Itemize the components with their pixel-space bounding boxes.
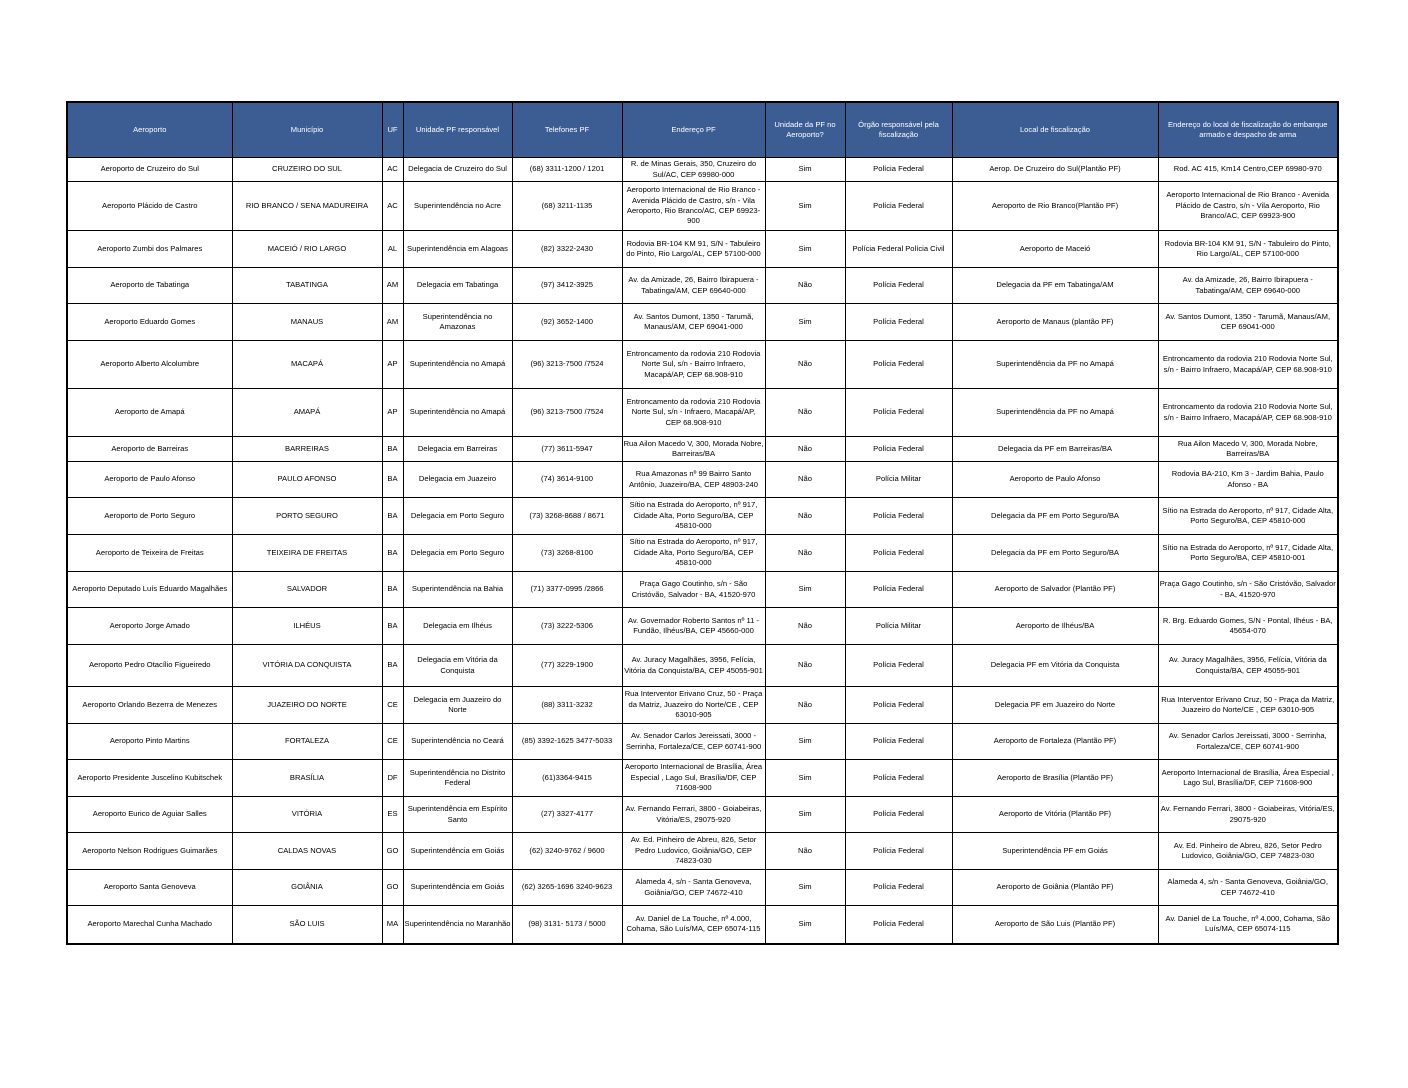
cell-telefones: (96) 3213-7500 /7524: [512, 389, 622, 437]
cell-telefones: (74) 3614-9100: [512, 462, 622, 498]
cell-endereco-local: Aeroporto Internacional de Brasília, Área Especial , Lago Sul, Brasília/DF, CEP 71608-900: [1158, 760, 1338, 797]
cell-local: Aeroporto de Goiânia (Plantão PF): [952, 870, 1158, 906]
cell-telefones: (68) 3211-1135: [512, 182, 622, 231]
cell-municipio: GOIÂNIA: [232, 870, 382, 906]
cell-local: Aeroporto de Vitória (Plantão PF): [952, 797, 1158, 833]
cell-local: Aeroporto de Rio Branco(Plantão PF): [952, 182, 1158, 231]
table-row: [67, 645, 1338, 687]
header-unidade: Unidade PF responsável: [403, 102, 512, 158]
cell-municipio: BARREIRAS: [232, 437, 382, 462]
cell-unidade-aeroporto: Sim: [765, 760, 845, 797]
cell-endereco-local: Rua Interventor Erivano Cruz, 50 - Praça da Matriz, Juazeiro do Norte/CE , CEP 63010-905: [1158, 687, 1338, 724]
cell-telefones: (62) 3240-9762 / 9600: [512, 833, 622, 870]
cell-municipio: MACEIÓ / RIO LARGO: [232, 231, 382, 268]
cell-local: Superintendência PF em Goiás: [952, 833, 1158, 870]
cell-unidade-aeroporto: Sim: [765, 158, 845, 182]
cell-orgao: Polícia Federal: [845, 906, 952, 944]
cell-aeroporto: Aeroporto Marechal Cunha Machado: [67, 906, 232, 944]
cell-orgao: Polícia Federal: [845, 437, 952, 462]
cell-uf: BA: [382, 462, 403, 498]
cell-uf: MA: [382, 906, 403, 944]
cell-local: Aeroporto de Maceió: [952, 231, 1158, 268]
cell-unidade: Delegacia de Cruzeiro do Sul: [403, 158, 512, 182]
cell-orgao: Polícia Federal: [845, 498, 952, 535]
cell-unidade: Delegacia em Juazeiro do Norte: [403, 687, 512, 724]
cell-orgao: Polícia Federal: [845, 535, 952, 572]
cell-unidade: Delegacia em Ilhéus: [403, 608, 512, 645]
cell-orgao: Polícia Federal: [845, 870, 952, 906]
cell-telefones: (27) 3327-4177: [512, 797, 622, 833]
cell-unidade-aeroporto: Não: [765, 462, 845, 498]
cell-unidade: Delegacia em Tabatinga: [403, 268, 512, 304]
table-header-row: [67, 102, 1338, 158]
cell-unidade: Superintendência no Acre: [403, 182, 512, 231]
cell-local: Delegacia da PF em Porto Seguro/BA: [952, 535, 1158, 572]
cell-municipio: VITÓRIA: [232, 797, 382, 833]
cell-aeroporto: Aeroporto de Paulo Afonso: [67, 462, 232, 498]
cell-local: Superintendência da PF no Amapá: [952, 341, 1158, 389]
cell-unidade: Superintendência em Goiás: [403, 833, 512, 870]
cell-unidade: Delegacia em Juazeiro: [403, 462, 512, 498]
cell-endereco: Rua Interventor Erivano Cruz, 50 - Praça da Matriz, Juazeiro do Norte/CE , CEP 63010-905: [622, 687, 765, 724]
cell-endereco: Alameda 4, s/n - Santa Genoveva, Goiânia/GO, CEP 74672-410: [622, 870, 765, 906]
table-row: [67, 833, 1338, 870]
cell-uf: AC: [382, 158, 403, 182]
cell-endereco: Rua Amazonas nº 99 Bairro Santo Antônio, Juazeiro/BA, CEP 48903-240: [622, 462, 765, 498]
cell-unidade-aeroporto: Não: [765, 437, 845, 462]
cell-local: Delegacia PF em Juazeiro do Norte: [952, 687, 1158, 724]
cell-endereco: Aeroporto Internacional de Brasília, Área Especial , Lago Sul, Brasília/DF, CEP 71608-900: [622, 760, 765, 797]
cell-endereco: Sítio na Estrada do Aeroporto, nº 917, Cidade Alta, Porto Seguro/BA, CEP 45810-000: [622, 498, 765, 535]
cell-unidade-aeroporto: Não: [765, 645, 845, 687]
cell-aeroporto: Aeroporto Jorge Amado: [67, 608, 232, 645]
header-endereco: Endereço PF: [622, 102, 765, 158]
cell-uf: GO: [382, 833, 403, 870]
cell-municipio: VITÓRIA DA CONQUISTA: [232, 645, 382, 687]
cell-orgao: Polícia Federal: [845, 645, 952, 687]
cell-unidade-aeroporto: Não: [765, 833, 845, 870]
cell-endereco-local: R. Brg. Eduardo Gomes, S/N - Pontal, Ilhéus - BA, 45654-070: [1158, 608, 1338, 645]
cell-endereco-local: Praça Gago Coutinho, s/n - São Cristóvão, Salvador - BA, 41520-970: [1158, 572, 1338, 608]
cell-endereco: Av. Senador Carlos Jereissati, 3000 - Serrinha, Fortaleza/CE, CEP 60741-900: [622, 724, 765, 760]
cell-unidade: Superintendência em Espírito Santo: [403, 797, 512, 833]
cell-endereco: Sítio na Estrada do Aeroporto, nº 917, Cidade Alta, Porto Seguro/BA, CEP 45810-000: [622, 535, 765, 572]
cell-unidade: Delegacia em Porto Seguro: [403, 498, 512, 535]
cell-telefones: (73) 3268-8100: [512, 535, 622, 572]
cell-telefones: (85) 3392-1625 3477-5033: [512, 724, 622, 760]
cell-aeroporto: Aeroporto Orlando Bezerra de Menezes: [67, 687, 232, 724]
cell-aeroporto: Aeroporto Nelson Rodrigues Guimarães: [67, 833, 232, 870]
cell-unidade: Superintendência no Ceará: [403, 724, 512, 760]
table-row: [67, 231, 1338, 268]
table-row: [67, 182, 1338, 231]
cell-orgao: Polícia Federal: [845, 833, 952, 870]
cell-telefones: (73) 3222-5306: [512, 608, 622, 645]
cell-endereco: Rodovia BR-104 KM 91, S/N - Tabuleiro do Pinto, Rio Largo/AL, CEP 57100-000: [622, 231, 765, 268]
cell-aeroporto: Aeroporto Pinto Martins: [67, 724, 232, 760]
cell-endereco-local: Av. Fernando Ferrari, 3800 - Goiabeiras, Vitória/ES, 29075-920: [1158, 797, 1338, 833]
cell-aeroporto: Aeroporto de Teixeira de Freitas: [67, 535, 232, 572]
cell-uf: BA: [382, 437, 403, 462]
cell-unidade: Superintendência no Distrito Federal: [403, 760, 512, 797]
cell-aeroporto: Aeroporto Eduardo Gomes: [67, 304, 232, 341]
cell-endereco-local: Av. Senador Carlos Jereissati, 3000 - Serrinha, Fortaleza/CE, CEP 60741-900: [1158, 724, 1338, 760]
cell-municipio: MACAPÁ: [232, 341, 382, 389]
cell-endereco: Av. Fernando Ferrari, 3800 - Goiabeiras, Vitória/ES, 29075-920: [622, 797, 765, 833]
header-orgao: Órgão responsável pela fiscalização: [845, 102, 952, 158]
cell-municipio: FORTALEZA: [232, 724, 382, 760]
table-body: [67, 158, 1338, 944]
cell-endereco-local: Sítio na Estrada do Aeroporto, nº 917, Cidade Alta, Porto Seguro/BA, CEP 45810-001: [1158, 535, 1338, 572]
cell-endereco-local: Av. Ed. Pinheiro de Abreu, 826, Setor Pedro Ludovico, Goiânia/GO, CEP 74823-030: [1158, 833, 1338, 870]
cell-local: Delegacia da PF em Tabatinga/AM: [952, 268, 1158, 304]
cell-municipio: ILHÉUS: [232, 608, 382, 645]
table-row: [67, 608, 1338, 645]
cell-orgao: Polícia Federal: [845, 341, 952, 389]
cell-telefones: (82) 3322-2430: [512, 231, 622, 268]
cell-uf: AC: [382, 182, 403, 231]
cell-local: Aeroporto de Ilhéus/BA: [952, 608, 1158, 645]
cell-aeroporto: Aeroporto Zumbi dos Palmares: [67, 231, 232, 268]
cell-unidade: Delegacia em Vitória da Conquista: [403, 645, 512, 687]
header-unidade-aeroporto: Unidade da PF no Aeroporto?: [765, 102, 845, 158]
cell-telefones: (73) 3268-8688 / 8671: [512, 498, 622, 535]
cell-uf: CE: [382, 724, 403, 760]
cell-uf: ES: [382, 797, 403, 833]
cell-unidade-aeroporto: Não: [765, 687, 845, 724]
cell-unidade-aeroporto: Sim: [765, 906, 845, 944]
cell-endereco: R. de Minas Gerais, 350, Cruzeiro do Sul/AC, CEP 69980-000: [622, 158, 765, 182]
cell-unidade-aeroporto: Sim: [765, 870, 845, 906]
cell-orgao: Polícia Federal: [845, 389, 952, 437]
cell-orgao: Polícia Federal: [845, 268, 952, 304]
cell-aeroporto: Aeroporto de Cruzeiro do Sul: [67, 158, 232, 182]
cell-municipio: BRASÍLIA: [232, 760, 382, 797]
table-row: [67, 437, 1338, 462]
cell-endereco-local: Entroncamento da rodovia 210 Rodovia Norte Sul, s/n - Bairro Infraero, Macapá/AP, CEP 68.908-910: [1158, 389, 1338, 437]
cell-local: Delegacia PF em Vitória da Conquista: [952, 645, 1158, 687]
cell-endereco: Rua Ailon Macedo V, 300, Morada Nobre, Barreiras/BA: [622, 437, 765, 462]
cell-aeroporto: Aeroporto de Porto Seguro: [67, 498, 232, 535]
table-row: [67, 535, 1338, 572]
cell-aeroporto: Aeroporto Alberto Alcolumbre: [67, 341, 232, 389]
cell-local: Aeroporto de Fortaleza (Plantão PF): [952, 724, 1158, 760]
cell-unidade-aeroporto: Não: [765, 608, 845, 645]
cell-municipio: TEIXEIRA DE FREITAS: [232, 535, 382, 572]
cell-orgao: Polícia Federal: [845, 724, 952, 760]
cell-local: Aeroporto de Brasília (Plantão PF): [952, 760, 1158, 797]
cell-endereco-local: Av. da Amizade, 26, Bairro Ibirapuera - Tabatinga/AM, CEP 69640-000: [1158, 268, 1338, 304]
cell-endereco-local: Av. Santos Dumont, 1350 - Tarumã, Manaus/AM, CEP 69041-000: [1158, 304, 1338, 341]
cell-telefones: (71) 3377-0995 /2866: [512, 572, 622, 608]
cell-endereco-local: Rodovia BA-210, Km 3 - Jardim Bahia, Paulo Afonso - BA: [1158, 462, 1338, 498]
cell-unidade: Superintendência no Amapá: [403, 341, 512, 389]
cell-aeroporto: Aeroporto de Barreiras: [67, 437, 232, 462]
cell-orgao: Polícia Militar: [845, 462, 952, 498]
cell-endereco-local: Rua Ailon Macedo V, 300, Morada Nobre, Barreiras/BA: [1158, 437, 1338, 462]
cell-endereco: Entroncamento da rodovia 210 Rodovia Norte Sul, s/n - Bairro Infraero, Macapá/AP, CEP 68.908-910: [622, 341, 765, 389]
cell-uf: DF: [382, 760, 403, 797]
cell-local: Aeroporto de São Luis (Plantão PF): [952, 906, 1158, 944]
header-endereco-local: Endereço do local de fiscalização do embarque armado e despacho de arma: [1158, 102, 1338, 158]
cell-unidade: Delegacia em Porto Seguro: [403, 535, 512, 572]
cell-telefones: (68) 3311-1200 / 1201: [512, 158, 622, 182]
cell-uf: BA: [382, 572, 403, 608]
table-row: [67, 158, 1338, 182]
cell-endereco: Entroncamento da rodovia 210 Rodovia Norte Sul, s/n - Infraero, Macapá/AP, CEP 68.908-910: [622, 389, 765, 437]
cell-orgao: Polícia Militar: [845, 608, 952, 645]
cell-unidade-aeroporto: Sim: [765, 304, 845, 341]
cell-aeroporto: Aeroporto Presidente Juscelino Kubitschek: [67, 760, 232, 797]
cell-municipio: AMAPÁ: [232, 389, 382, 437]
cell-aeroporto: Aeroporto Santa Genoveva: [67, 870, 232, 906]
cell-endereco: Av. Juracy Magalhães, 3956, Felícia, Vitória da Conquista/BA, CEP 45055-901: [622, 645, 765, 687]
cell-uf: AL: [382, 231, 403, 268]
cell-aeroporto: Aeroporto de Amapá: [67, 389, 232, 437]
cell-local: Delegacia da PF em Barreiras/BA: [952, 437, 1158, 462]
cell-unidade-aeroporto: Não: [765, 389, 845, 437]
cell-uf: BA: [382, 645, 403, 687]
cell-aeroporto: Aeroporto Pedro Otacílio Figueiredo: [67, 645, 232, 687]
cell-unidade: Superintendência na Bahia: [403, 572, 512, 608]
cell-unidade-aeroporto: Não: [765, 268, 845, 304]
cell-unidade-aeroporto: Sim: [765, 572, 845, 608]
cell-uf: GO: [382, 870, 403, 906]
cell-orgao: Polícia Federal: [845, 182, 952, 231]
cell-uf: BA: [382, 608, 403, 645]
airport-inspection-table: [66, 101, 1339, 945]
table-row: [67, 268, 1338, 304]
cell-unidade: Superintendência no Amazonas: [403, 304, 512, 341]
cell-municipio: SÃO LUIS: [232, 906, 382, 944]
header-telefones: Telefones PF: [512, 102, 622, 158]
cell-unidade: Superintendência no Maranhão: [403, 906, 512, 944]
cell-municipio: TABATINGA: [232, 268, 382, 304]
cell-unidade-aeroporto: Sim: [765, 797, 845, 833]
cell-telefones: (77) 3611-5947: [512, 437, 622, 462]
cell-local: Aerop. De Cruzeiro do Sul(Plantão PF): [952, 158, 1158, 182]
cell-uf: AM: [382, 268, 403, 304]
table-row: [67, 572, 1338, 608]
cell-endereco-local: Av. Daniel de La Touche, nº 4.000, Cohama, São Luís/MA, CEP 65074-115: [1158, 906, 1338, 944]
cell-endereco-local: Entroncamento da rodovia 210 Rodovia Norte Sul, s/n - Bairro Infraero, Macapá/AP, CEP 68.908-910: [1158, 341, 1338, 389]
cell-orgao: Polícia Federal: [845, 304, 952, 341]
cell-unidade-aeroporto: Não: [765, 341, 845, 389]
cell-endereco: Praça Gago Coutinho, s/n - São Cristóvão, Salvador - BA, 41520-970: [622, 572, 765, 608]
table-row: [67, 389, 1338, 437]
header-local: Local de fiscalização: [952, 102, 1158, 158]
cell-telefones: (97) 3412-3925: [512, 268, 622, 304]
table-row: [67, 906, 1338, 944]
cell-orgao: Polícia Federal Polícia Civil: [845, 231, 952, 268]
cell-endereco: Av. da Amizade, 26, Bairro Ibirapuera - Tabatinga/AM, CEP 69640-000: [622, 268, 765, 304]
cell-endereco-local: Aeroporto Internacional de Rio Branco - Avenida Plácido de Castro, s/n - Vila Aeroporto, Rio Branco/AC, CEP 69923-900: [1158, 182, 1338, 231]
cell-orgao: Polícia Federal: [845, 572, 952, 608]
table-row: [67, 498, 1338, 535]
cell-municipio: JUAZEIRO DO NORTE: [232, 687, 382, 724]
cell-telefones: (62) 3265-1696 3240-9623: [512, 870, 622, 906]
cell-local: Aeroporto de Salvador (Plantão PF): [952, 572, 1158, 608]
cell-local: Aeroporto de Paulo Afonso: [952, 462, 1158, 498]
cell-unidade-aeroporto: Sim: [765, 182, 845, 231]
cell-municipio: RIO BRANCO / SENA MADUREIRA: [232, 182, 382, 231]
cell-endereco: Av. Governador Roberto Santos nº 11 - Fundão, Ilhéus/BA, CEP 45660-000: [622, 608, 765, 645]
cell-telefones: (77) 3229-1900: [512, 645, 622, 687]
cell-uf: AP: [382, 341, 403, 389]
cell-aeroporto: Aeroporto Plácido de Castro: [67, 182, 232, 231]
table-row: [67, 760, 1338, 797]
cell-unidade-aeroporto: Não: [765, 535, 845, 572]
cell-endereco-local: Rod. AC 415, Km14 Centro,CEP 69980-970: [1158, 158, 1338, 182]
cell-endereco: Av. Santos Dumont, 1350 - Tarumã, Manaus/AM, CEP 69041-000: [622, 304, 765, 341]
cell-municipio: PAULO AFONSO: [232, 462, 382, 498]
header-municipio: Município: [232, 102, 382, 158]
cell-municipio: CRUZEIRO DO SUL: [232, 158, 382, 182]
cell-municipio: SALVADOR: [232, 572, 382, 608]
cell-local: Delegacia da PF em Porto Seguro/BA: [952, 498, 1158, 535]
cell-unidade: Superintendência em Alagoas: [403, 231, 512, 268]
cell-aeroporto: Aeroporto Deputado Luís Eduardo Magalhães: [67, 572, 232, 608]
cell-uf: AM: [382, 304, 403, 341]
cell-orgao: Polícia Federal: [845, 158, 952, 182]
cell-endereco: Av. Daniel de La Touche, nº 4.000, Cohama, São Luís/MA, CEP 65074-115: [622, 906, 765, 944]
cell-municipio: MANAUS: [232, 304, 382, 341]
cell-unidade-aeroporto: Sim: [765, 724, 845, 760]
cell-municipio: CALDAS NOVAS: [232, 833, 382, 870]
cell-aeroporto: Aeroporto Eurico de Aguiar Salles: [67, 797, 232, 833]
cell-unidade: Delegacia em Barreiras: [403, 437, 512, 462]
cell-aeroporto: Aeroporto de Tabatinga: [67, 268, 232, 304]
cell-telefones: (96) 3213-7500 /7524: [512, 341, 622, 389]
cell-telefones: (88) 3311-3232: [512, 687, 622, 724]
cell-municipio: PORTO SEGURO: [232, 498, 382, 535]
table-row: [67, 797, 1338, 833]
table-row: [67, 687, 1338, 724]
table-row: [67, 341, 1338, 389]
cell-unidade: Superintendência em Goiás: [403, 870, 512, 906]
cell-telefones: (61)3364-9415: [512, 760, 622, 797]
cell-orgao: Polícia Federal: [845, 760, 952, 797]
header-uf: UF: [382, 102, 403, 158]
cell-endereco-local: Rodovia BR-104 KM 91, S/N - Tabuleiro do Pinto, Rio Largo/AL, CEP 57100-000: [1158, 231, 1338, 268]
cell-unidade-aeroporto: Sim: [765, 231, 845, 268]
cell-endereco-local: Av. Juracy Magalhães, 3956, Felícia, Vitória da Conquista/BA, CEP 45055-901: [1158, 645, 1338, 687]
cell-orgao: Polícia Federal: [845, 797, 952, 833]
airport-table-sheet: [66, 101, 1337, 945]
table-row: [67, 462, 1338, 498]
cell-uf: BA: [382, 535, 403, 572]
cell-telefones: (98) 3131- 5173 / 5000: [512, 906, 622, 944]
cell-endereco: Av. Ed. Pinheiro de Abreu, 826, Setor Pedro Ludovico, Goiânia/GO, CEP 74823-030: [622, 833, 765, 870]
cell-orgao: Polícia Federal: [845, 687, 952, 724]
cell-unidade: Superintendência no Amapá: [403, 389, 512, 437]
table-row: [67, 724, 1338, 760]
table-row: [67, 304, 1338, 341]
cell-unidade-aeroporto: Não: [765, 498, 845, 535]
cell-uf: BA: [382, 498, 403, 535]
cell-uf: CE: [382, 687, 403, 724]
cell-uf: AP: [382, 389, 403, 437]
table-row: [67, 870, 1338, 906]
cell-local: Aeroporto de Manaus (plantão PF): [952, 304, 1158, 341]
cell-endereco-local: Alameda 4, s/n - Santa Genoveva, Goiânia/GO, CEP 74672-410: [1158, 870, 1338, 906]
header-aeroporto: Aeroporto: [67, 102, 232, 158]
cell-endereco-local: Sítio na Estrada do Aeroporto, nº 917, Cidade Alta, Porto Seguro/BA, CEP 45810-000: [1158, 498, 1338, 535]
cell-telefones: (92) 3652-1400: [512, 304, 622, 341]
cell-local: Superintendência da PF no Amapá: [952, 389, 1158, 437]
cell-endereco: Aeroporto Internacional de Rio Branco - Avenida Plácido de Castro, s/n - Vila Aeroporto, Rio Branco/AC, CEP 69923-900: [622, 182, 765, 231]
